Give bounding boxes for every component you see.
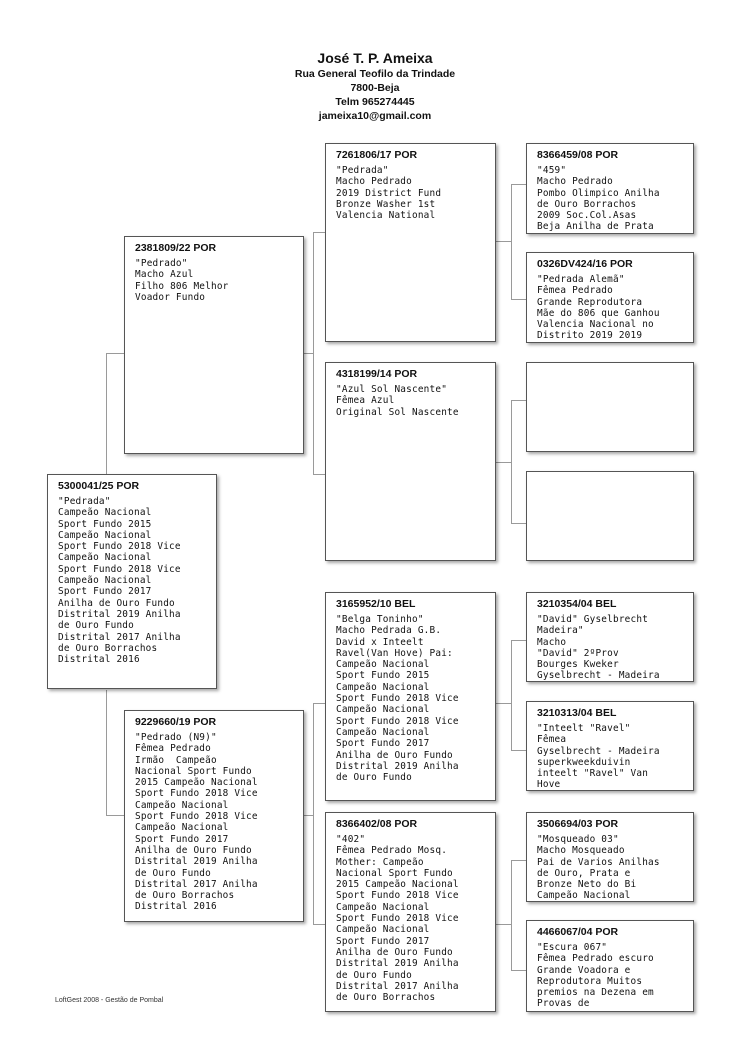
pigeon-card-dd-sire (526, 812, 694, 902)
ring-number: 3165952/10 BEL (336, 598, 416, 610)
connector-line (511, 184, 512, 299)
connector-line (313, 703, 325, 704)
breeder-address: Rua General Teofilo da Trindade (294, 68, 456, 80)
pigeon-info: "Pedrada Alemã" Fêmea Pedrado Grande Reprodutora Mãe do 806 que Ganhou Valencia Nacional no Distrito 2019 2019 (537, 274, 660, 342)
breeder-city: 7800-Beja (350, 82, 400, 94)
pigeon-info: "Mosqueado 03" Macho Mosqueado Pai de Varios Anilhas de Ouro, Prata e Bronze Neto do Bi Campeão Nacional (537, 834, 660, 902)
pigeon-card-sd-dam-empty (526, 471, 694, 561)
pigeon-card-ss-dam (526, 252, 694, 343)
connector-line (313, 703, 314, 924)
pigeon-card-dd-dam (526, 920, 694, 1012)
connector-line (495, 462, 511, 463)
connector-line (303, 815, 313, 816)
connector-line (511, 400, 526, 401)
connector-line (106, 815, 125, 816)
pigeon-card-ss-sire (526, 143, 694, 234)
connector-line (495, 241, 511, 242)
ring-number: 0326DV424/16 POR (537, 258, 633, 270)
ring-number: 8366459/08 POR (537, 149, 619, 161)
pigeon-info: "402" Fêmea Pedrado Mosq. Mother: Campeão Nacional Sport Fundo 2015 Campeão Nacional Sport Fundo 2018 Vice Campeão Nacional Sport Fundo 2018 Vice Campeão Nacional Sport Fundo 2017 Anilha de Ouro Fundo Distrital 2019 Anilha de Ouro Fundo Distrital 2017 Anilha de Ouro Borrachos (336, 834, 459, 1004)
pigeon-info: "Pedrada" Macho Pedrado 2019 District Fund Bronze Washer 1st Valencia National (336, 165, 442, 222)
pigeon-card-sire-sire (325, 143, 496, 342)
footer-text: LoftGest 2008 - Gestão de Pombal (55, 997, 164, 1004)
pigeon-info: "Pedrado (N9)" Fêmea Pedrado Irmão Campeão Nacional Sport Fundo 2015 Campeão Nacional Sport Fundo 2018 Vice Campeão Nacional Sport Fundo 2018 Vice Campeão Nacional Sport Fundo 2017 Anilha de Ouro Fundo Distrital 2019 Anilha de Ouro Fundo Distrital 2017 Anilha de Ouro Borrachos Distrital 2016 (135, 732, 258, 913)
pigeon-card-ds-sire (526, 592, 694, 682)
pigeon-card-subject (47, 474, 217, 689)
breeder-name: José T. P. Ameixa (317, 50, 433, 66)
connector-line (495, 703, 511, 704)
connector-line (511, 640, 512, 750)
connector-line (511, 523, 526, 524)
ring-number: 3210354/04 BEL (537, 598, 617, 610)
connector-line (511, 299, 526, 300)
connector-line (511, 400, 512, 523)
pigeon-info: "Escura 067" Fêmea Pedrado escuro Grande Voadora e Reprodutora Muitos premios na Dezena em Provas de (537, 942, 654, 1010)
pigeon-info: "459" Macho Pedrado Pombo Olimpico Anilha de Ouro Borrachos 2009 Soc.Col.Asas Beja Anilha de Prata (537, 165, 660, 233)
connector-line (313, 232, 325, 233)
pigeon-card-dam (124, 710, 304, 922)
breeder-email: jameixa10@gmail.com (318, 110, 432, 122)
ring-number: 4318199/14 POR (336, 368, 418, 380)
connector-line (313, 924, 325, 925)
ring-number: 9229660/19 POR (135, 716, 217, 728)
pigeon-info: "Pedrado" Macho Azul Filho 806 Melhor Voador Fundo (135, 258, 229, 303)
connector-line (511, 860, 526, 861)
ring-number: 3506694/03 POR (537, 818, 619, 830)
connector-line (511, 970, 526, 971)
connector-line (106, 690, 107, 815)
connector-line (313, 474, 325, 475)
connector-line (511, 860, 512, 970)
breeder-phone: Telm 965274445 (335, 96, 415, 108)
pigeon-card-sire-dam (325, 362, 496, 561)
pigeon-info: "Inteelt "Ravel" Fêmea Gyselbrecht - Madeira superkweekduivin inteelt "Ravel" Van Hove (537, 723, 660, 791)
pigeon-info: "Pedrada" Campeão Nacional Sport Fundo 2015 Campeão Nacional Sport Fundo 2018 Vice Campeão Nacional Sport Fundo 2018 Vice Campeão Nacional Sport Fundo 2017 Anilha de Ouro Fundo Distrital 2019 Anilha de Ouro Fundo Distrital 2017 Anilha de Ouro Borrachos Distrital 2016 (58, 496, 181, 666)
connector-line (511, 184, 526, 185)
pigeon-card-sire (124, 236, 304, 454)
connector-line (313, 232, 314, 474)
pigeon-card-ds-dam (526, 701, 694, 791)
breeder-header (0, 50, 750, 123)
ring-number: 3210313/04 BEL (537, 707, 617, 719)
pigeon-info: "Azul Sol Nascente" Fêmea Azul Original Sol Nascente (336, 384, 459, 418)
ring-number: 8366402/08 POR (336, 818, 418, 830)
pigeon-card-sd-sire-empty (526, 362, 694, 452)
pigeon-info: "David" Gyselbrecht Madeira" Macho "David" 2ºProv Bourges Kweker Gyselbrecht - Madeira (537, 614, 660, 682)
pigeon-card-dam-dam (325, 812, 496, 1012)
ring-number: 7261806/17 POR (336, 149, 418, 161)
connector-line (511, 640, 526, 641)
connector-line (511, 750, 526, 751)
connector-line (106, 353, 107, 475)
connector-line (106, 353, 125, 354)
ring-number: 5300041/25 POR (58, 480, 140, 492)
pigeon-info: "Belga Toninho" Macho Pedrada G.B. David x Inteelt Ravel(Van Hove) Pai: Campeão Nacional Sport Fundo 2015 Campeão Nacional Sport Fundo 2018 Vice Campeão Nacional Sport Fundo 2018 Vice Campeão Nacional Sport Fundo 2017 Anilha de Ouro Fundo Distrital 2019 Anilha de Ouro Fundo (336, 614, 459, 784)
ring-number: 4466067/04 POR (537, 926, 619, 938)
pigeon-card-dam-sire (325, 592, 496, 801)
connector-line (303, 353, 313, 354)
connector-line (495, 924, 511, 925)
ring-number: 2381809/22 POR (135, 242, 217, 254)
